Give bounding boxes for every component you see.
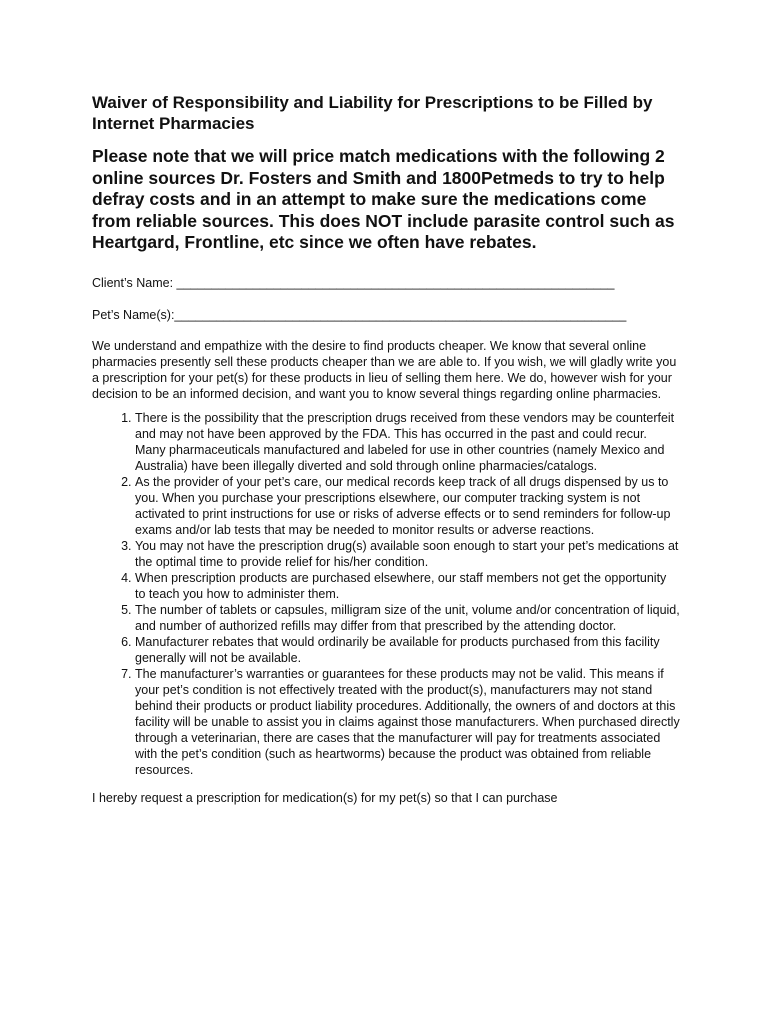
reasons-list [92,410,680,778]
intro-paragraph: We understand and empathize with the desire to find products cheaper. We know that several online pharmacies presently sell these products cheaper than we are able to. If you wish, we will gladly write you a prescription for your pet(s) for these products in lieu of selling them here. We do, however wish for your decision to be an informed decision, and want you to know several things regarding online pharmacies. [92,338,677,401]
document-page [92,92,682,806]
closing-statement: I hereby request a prescription for medication(s) for my pet(s) so that I can purchase [92,790,558,805]
list-item: 1. There is the possibility that the prescription drugs received from these vendors may be counterfeit and may not have been approved by the FDA. This has occurred in the past and could recur. Many pharmaceuticals manufactured and labeled for use in other countries (namely Mexico and Australia) have been illegally diverted and sold through online pharmacies/catalogs. [135,410,680,474]
document-title: Waiver of Responsibility and Liability for Prescriptions to be Filled by Internet Pharmacies [92,93,653,133]
price-match-notice: Please note that we will price match medications with the following 2 online sources Dr. Fosters and Smith and 1800Petmeds to try to help defray costs and in an attempt to make sure the medications come from reliable sources. This does NOT include parasite control such as Heartgard, Frontline, etc since we often have rebates. [92,146,675,252]
list-item: 4. When prescription products are purchased elsewhere, our staff members not get the opportunity to teach you how to administer them. [135,570,680,602]
list-item: 7. The manufacturer’s warranties or guarantees for these products may not be valid. This means if your pet’s condition is not effectively treated with the product(s), manufacturers may not stand behind their products or product liability procedures. Additionally, the owners of and doctors at this facility will be unable to assist you in claims against those manufacturers. When purchased directly through a veterinarian, there are cases that the manufacturer will pay for treatments associated with the pet’s condition (such as heartworms) because the product was obtained from reliable resources. [135,666,680,778]
list-item: 5. The number of tablets or capsules, milligram size of the unit, volume and/or concentration of liquid, and number of authorized refills may differ from that prescribed by the attending doctor. [135,602,680,634]
list-item: 2. As the provider of your pet’s care, our medical records keep track of all drugs dispensed by us to you. When you purchase your prescriptions elsewhere, our computer tracking system is not activated to print instructions for use or risks of adverse effects or to send reminders for follow-up exams and/or lab tests that may be needed to monitor results or adverse reactions. [135,474,680,538]
client-name-field[interactable]: Client’s Name: _______________________________________________________________ [92,275,615,290]
list-item: 3. You may not have the prescription drug(s) available soon enough to start your pet’s medications at the optimal time to provide relief for his/her condition. [135,538,680,570]
list-item: 6. Manufacturer rebates that would ordinarily be available for products purchased from this facility generally will not be available. [135,634,680,666]
pets-name-field[interactable]: Pet’s Name(s):_________________________________________________________________ [92,307,627,322]
